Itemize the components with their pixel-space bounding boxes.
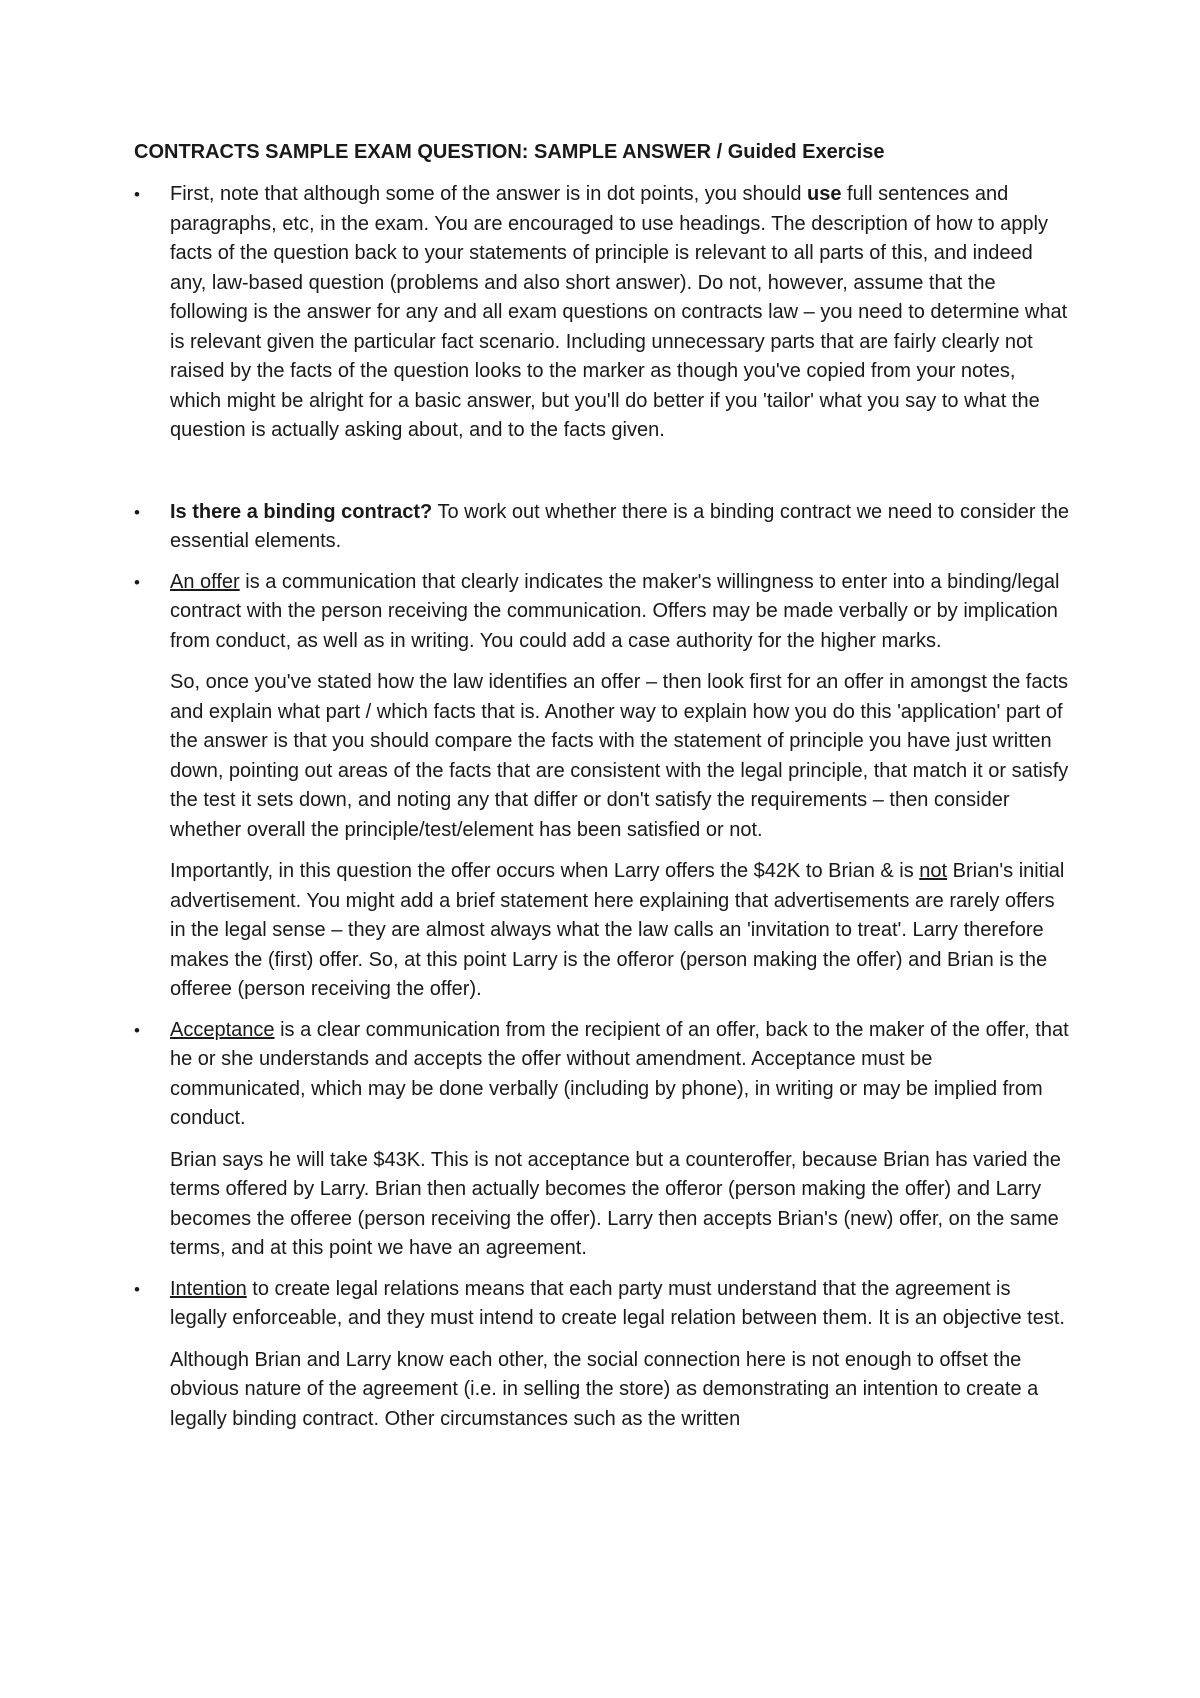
- offer-application-paragraph: So, once you've stated how the law identifies an offer – then look first for an offer in amongst the facts and explain what part / which facts that is. Another way to explain how you do this 'application' part of the answer is that you should compare the facts with the statement of principle you have just written down, pointing out areas of the facts that are consistent with the legal principle, that match it or satisfy the test it sets down, and noting any that differ or don't satisfy the requirements – then consider whether overall the principle/test/element has been satisfied or not.: [170, 671, 1069, 841]
- offer-facts-text-after: Brian's initial advertisement. You might add a brief statement here explaining that advertisements are rarely offers in the legal sense – they are almost always what the law calls an 'invitation to treat'. Larry therefore makes the (first) offer. So, at this point Larry is the offeror (person making the offer) and Brian is the offeree (person receiving the offer).: [170, 860, 1065, 1000]
- intention-term: Intention: [170, 1277, 247, 1300]
- offer-definition-paragraph: [170, 568, 1070, 657]
- intention-definition-text: to create legal relations means that each party must understand that the agreement is legally enforceable, and they must intend to create legal relation between them. It is an objective test.: [170, 1277, 1065, 1329]
- intro-text-after: full sentences and paragraphs, etc, in the exam. You are encouraged to use headings. The description of how to apply facts of the question back to your statements of principle is relevant to all parts of this, and indeed any, law-based question (problems and also short answer). Do not, however, assume that the following is the answer for any and all exam questions on contracts law – you need to determine what is relevant given the particular fact scenario. Including unnecessary parts that are fairly clearly not raised by the facts of the question looks to the marker as though you've copied from your notes, which might be alright for a basic answer, but you'll do better if you 'tailor' what you say to what the question is actually asking about, and to the facts given.: [170, 183, 1068, 441]
- intro-paragraph: [170, 180, 1070, 446]
- document-body: [134, 180, 1070, 1434]
- intro-bold-word: use: [807, 183, 842, 205]
- offer-bullet-item: [134, 568, 1070, 1005]
- acceptance-bullet-item: [134, 1016, 1070, 1264]
- intention-bullet-item: [134, 1275, 1070, 1435]
- binding-contract-heading: Is there a binding contract?: [170, 500, 433, 523]
- offer-definition-text: is a communication that clearly indicates the maker's willingness to enter into a binding/legal contract with the person receiving the communication. Offers may be made verbally or by implication from conduct, as well as in writing. You could add a case authority for the higher marks.: [170, 570, 1060, 652]
- binding-contract-text: To work out whether there is a binding contract we need to consider the essential elements.: [170, 500, 1069, 552]
- acceptance-application-paragraph: Brian says he will take $43K. This is not acceptance but a counteroffer, because Brian has varied the terms offered by Larry. Brian then actually becomes the offeror (person making the offer) and Larry becomes the offeree (person receiving the offer). Larry then accepts Brian's (new) offer, on the same terms, and at this point we have an agreement.: [170, 1148, 1061, 1259]
- offer-facts-paragraph: [170, 857, 1070, 1005]
- bullet-icon: •: [134, 1279, 140, 1299]
- binding-contract-paragraph: [170, 498, 1070, 557]
- acceptance-definition-text: is a clear communication from the recipient of an offer, back to the maker of the offer, that he or she understands and accepts the offer without amendment. Acceptance must be communicated, which may be done verbally (including by phone), in writing or may be implied from conduct.: [170, 1018, 1069, 1129]
- offer-facts-underlined-word: not: [919, 860, 948, 882]
- intro-bullet-item: [134, 180, 1070, 446]
- bullet-icon: •: [134, 572, 140, 592]
- bullet-icon: •: [134, 502, 140, 522]
- intention-definition-paragraph: [170, 1275, 1070, 1334]
- bullet-icon: •: [134, 1020, 140, 1040]
- document-title: CONTRACTS SAMPLE EXAM QUESTION: SAMPLE ANSWER / Guided Exercise: [134, 141, 885, 163]
- bullet-icon: •: [134, 185, 140, 204]
- acceptance-term: Acceptance: [170, 1018, 275, 1041]
- acceptance-definition-paragraph: [170, 1016, 1070, 1134]
- binding-contract-bullet-item: [134, 498, 1070, 557]
- offer-term: An offer: [170, 570, 240, 593]
- intro-text-before: First, note that although some of the answer is in dot points, you should: [170, 183, 808, 205]
- offer-facts-text-before: Importantly, in this question the offer occurs when Larry offers the $42K to Brian & is: [170, 860, 920, 882]
- intention-application-paragraph: Although Brian and Larry know each other, the social connection here is not enough to offset the obvious nature of the agreement (i.e. in selling the store) as demonstrating an intention to create a legally binding contract. Other circumstances such as the written: [170, 1348, 1039, 1430]
